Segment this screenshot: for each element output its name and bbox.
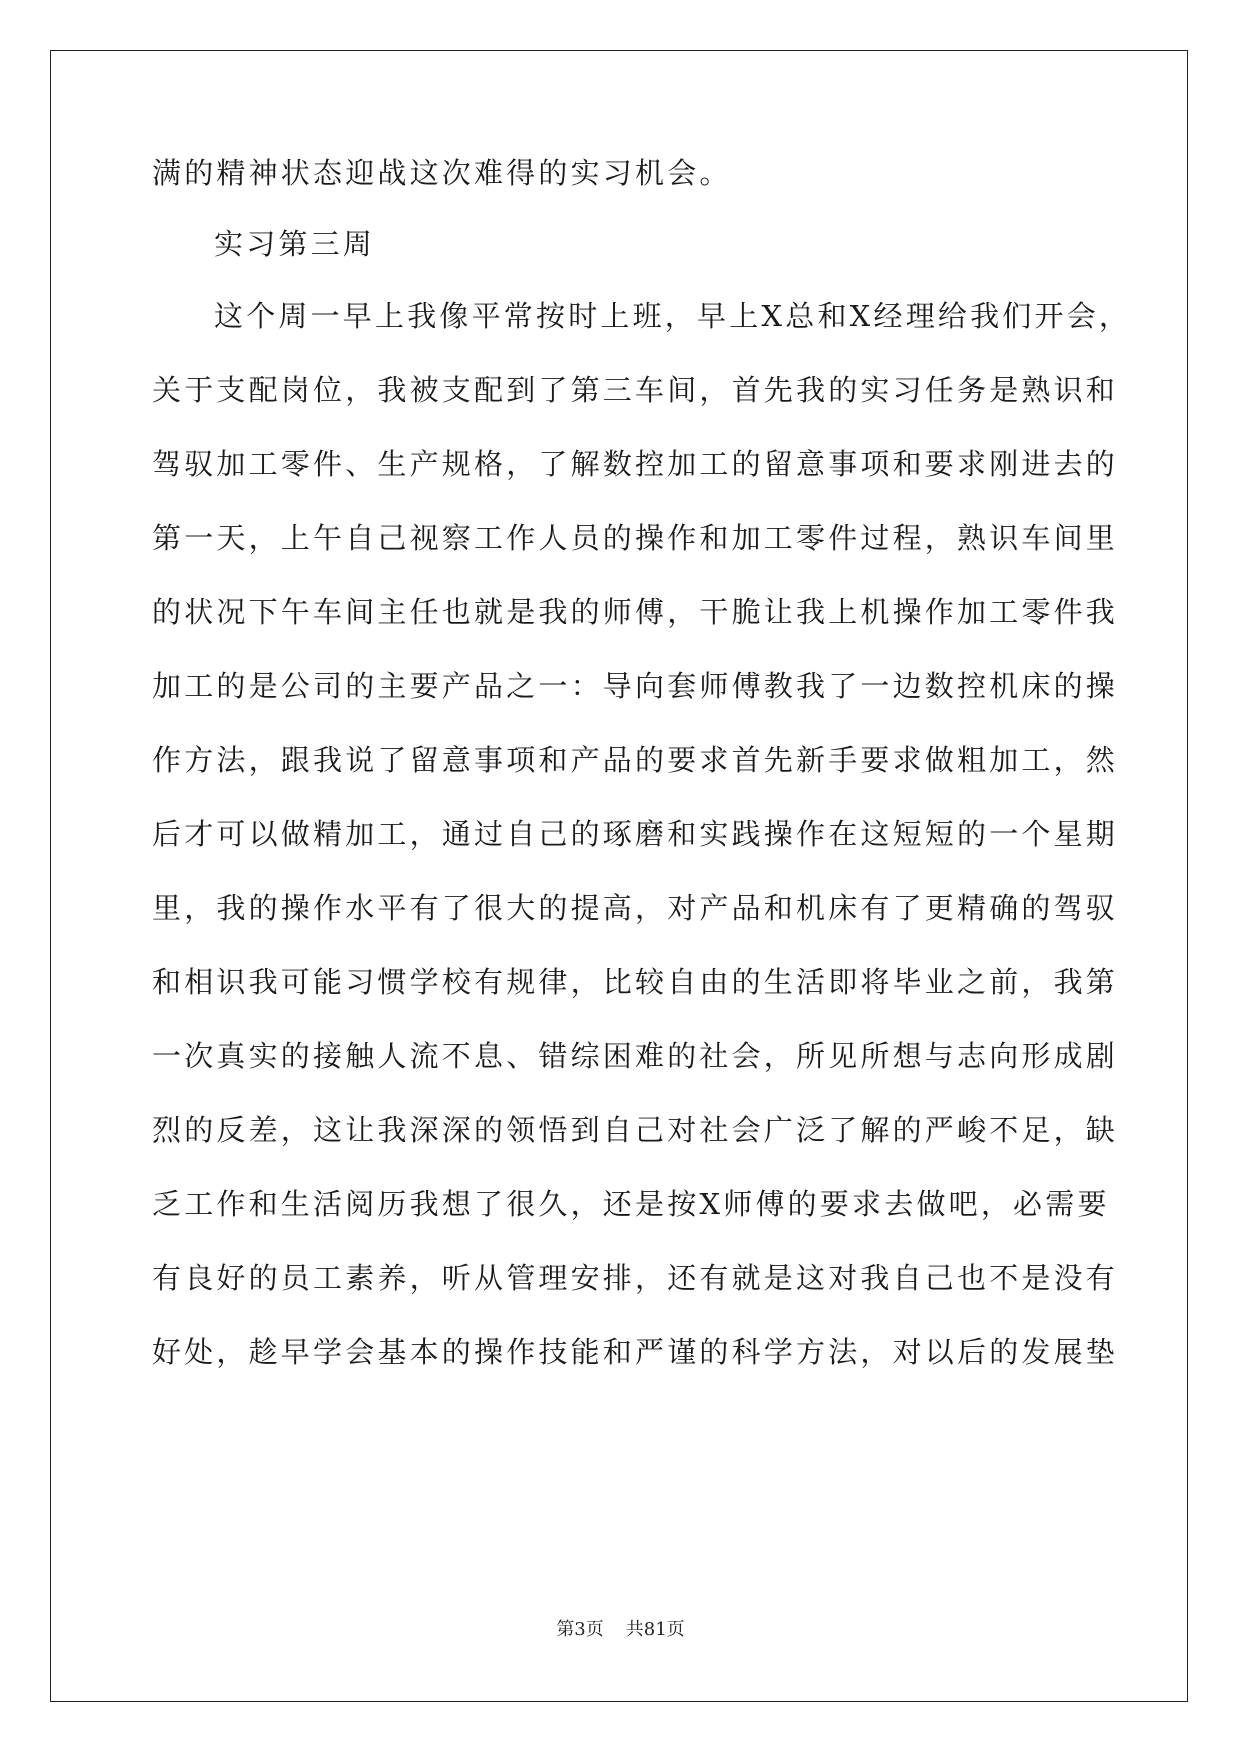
paragraph-line: 和相识我可能习惯学校有规律，比较自由的生活即将毕业之前，我第 xyxy=(152,965,1119,999)
paragraph-line: 驾驭加工零件、生产规格，了解数控加工的留意事项和要求刚进去的 xyxy=(152,447,1119,481)
page-number: 第3页 xyxy=(556,1619,604,1640)
paragraph-line: 烈的反差，这让我深深的领悟到自己对社会广泛了解的严峻不足，缺 xyxy=(152,1113,1119,1147)
page-footer xyxy=(0,1615,1241,1641)
paragraph-line: 加工的是公司的主要产品之一：导向套师傅教我了一边数控机床的操 xyxy=(152,669,1119,703)
paragraph-line: 好处，趁早学会基本的操作技能和严谨的科学方法，对以后的发展垫 xyxy=(152,1335,1119,1369)
page-total: 共81页 xyxy=(625,1619,685,1640)
paragraph-line: 作方法，跟我说了留意事项和产品的要求首先新手要求做粗加工，然 xyxy=(152,743,1119,777)
paragraph-line: 有良好的员工素养，听从管理安排，还有就是这对我自己也不是没有 xyxy=(152,1261,1119,1295)
paragraph-line: 满的精神状态迎战这次难得的实习机会。 xyxy=(152,156,732,190)
paragraph-line: 里，我的操作水平有了很大的提高，对产品和机床有了更精确的驾驭 xyxy=(152,891,1119,925)
paragraph-line: 的状况下午车间主任也就是我的师傅，干脆让我上机操作加工零件我 xyxy=(152,595,1119,629)
paragraph-line: 第一天，上午自己视察工作人员的操作和加工零件过程，熟识车间里 xyxy=(152,521,1119,555)
paragraph-line: 这个周一早上我像平常按时上班，早上X总和X经理给我们开会， xyxy=(214,299,1132,333)
paragraph-line: 乏工作和生活阅历我想了很久，还是按X师傅的要求去做吧，必需要 xyxy=(152,1187,1110,1221)
paragraph-line: 一次真实的接触人流不息、错综困难的社会，所见所想与志向形成剧 xyxy=(152,1039,1119,1073)
section-heading: 实习第三周 xyxy=(214,227,376,261)
paragraph-line: 关于支配岗位，我被支配到了第三车间，首先我的实习任务是熟识和 xyxy=(152,373,1119,407)
paragraph-line: 后才可以做精加工，通过自己的琢磨和实践操作在这短短的一个星期 xyxy=(152,817,1119,851)
